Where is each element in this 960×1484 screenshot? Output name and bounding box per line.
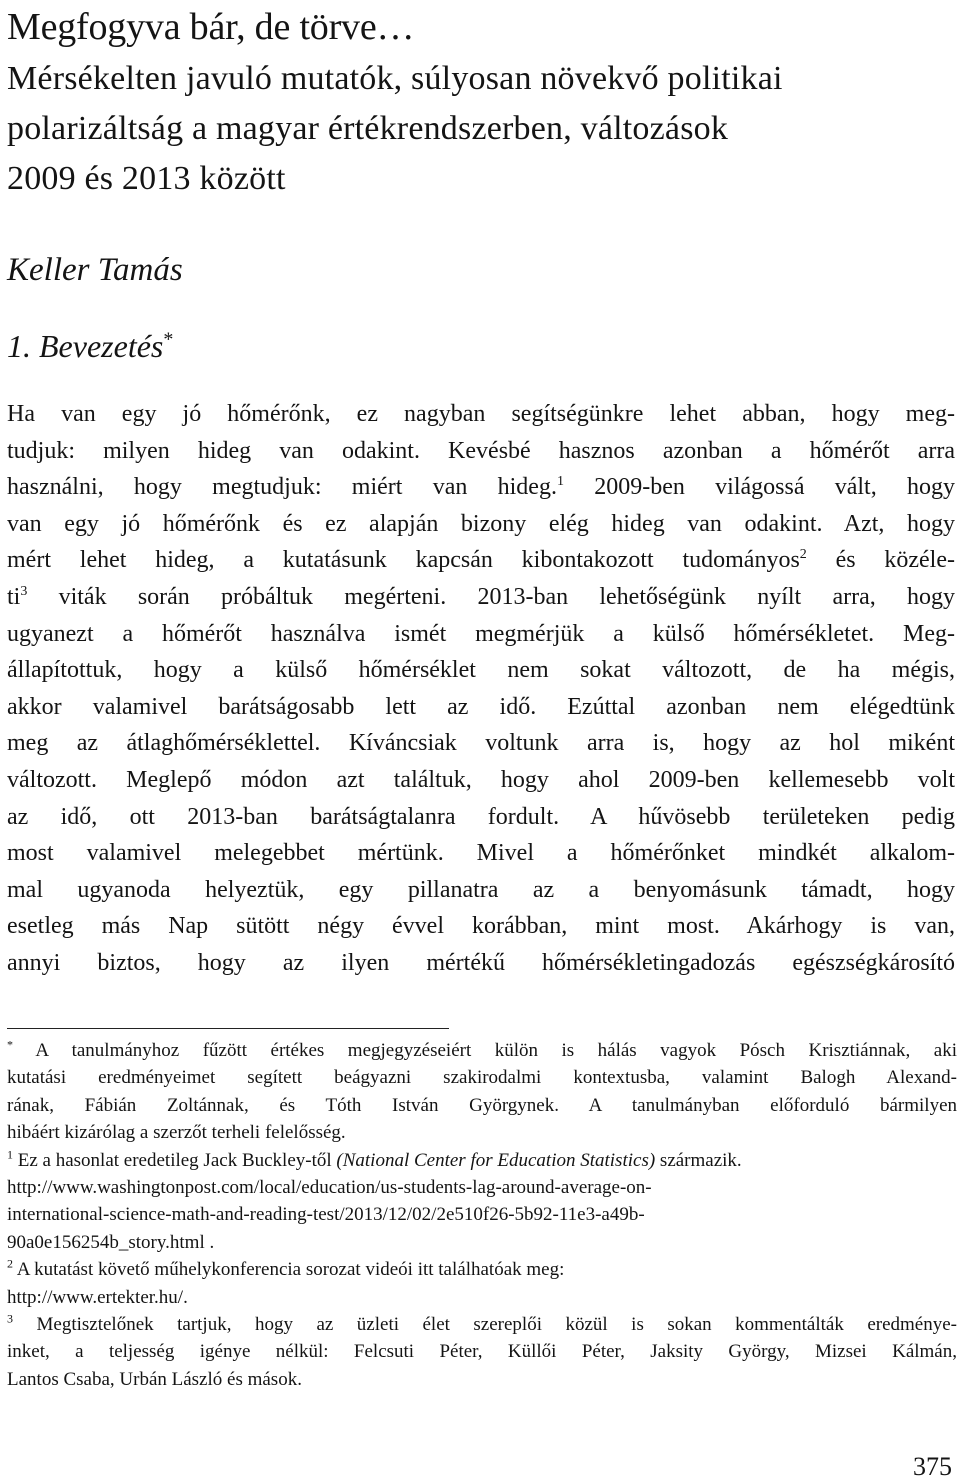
- body-line: [7, 579, 955, 616]
- body-line: [7, 652, 955, 689]
- footnote-separator: [7, 1028, 449, 1029]
- body-line-text: viták során próbáltuk megérteni. 2013-ban lehetőségünk nyílt arra, hogy: [27, 583, 955, 610]
- footnote-line: [7, 1174, 957, 1201]
- footnote-line: [7, 1092, 957, 1119]
- author-name: Keller Tamás: [7, 252, 183, 288]
- footnote-text: 90a0e156254b_story.html .: [7, 1231, 215, 1253]
- body-line-text: változott. Meglepő módon azt találtuk, hogy ahol 2009-ben kellemesebb volt: [7, 766, 955, 793]
- body-line: [7, 506, 955, 543]
- section-heading-text: 1. Bevezetés: [7, 328, 164, 364]
- body-line-text: van egy jó hőmérőnk és ez alapján bizony elég hideg van odakint. Azt, hogy: [7, 510, 955, 537]
- body-line-text: állapítottuk, hogy a külső hőmérséklet nem sokat változott, de ha mégis,: [7, 657, 955, 684]
- page-title: Megfogyva bár, de törve…: [7, 6, 415, 48]
- footnote-text: http://www.washingtonpost.com/local/education/us-students-lag-around-average-on-: [7, 1176, 652, 1198]
- footnote-reference: 1: [556, 474, 564, 490]
- footnote-text: A kutatást követő műhelykonferencia sorozat videói itt találhatóak meg:: [13, 1259, 565, 1281]
- body-line-text: most valamivel melegebbet mértünk. Mivel a hőmérőnket mindkét alkalom-: [7, 840, 955, 867]
- body-line-text: akkor valamivel barátságosabb lett az idő. Ezúttal azonban nem elégedtünk: [7, 693, 955, 720]
- page-number: 375: [913, 1452, 952, 1481]
- section-footnote-marker: *: [163, 328, 174, 351]
- body-line: [7, 542, 955, 579]
- footnote-line: [7, 1256, 957, 1283]
- body-line-text: és közéle-: [806, 547, 955, 574]
- footnote-line: [7, 1119, 957, 1146]
- footnote-line: [7, 1366, 957, 1393]
- body-line: [7, 433, 955, 470]
- body-line: [7, 945, 955, 982]
- subtitle-line-2: polarizáltság a magyar értékrendszerben, változások: [7, 110, 729, 147]
- title-block: [7, 0, 783, 204]
- body-line: [7, 725, 955, 762]
- body-line-text: ugyanezt a hőmérőt használva ismét megmérjük a külső hőmérsékletet. Meg-: [7, 620, 955, 647]
- footnote-italic-text: (National Center for Education Statistics): [336, 1149, 656, 1171]
- body-line-text: 2009-ben világossá vált, hogy: [563, 474, 955, 501]
- body-line-text: mal ugyanoda helyeztük, egy pillanatra az a benyomásunk támadt, hogy: [7, 876, 955, 903]
- subtitle-line-3: 2009 és 2013 között: [7, 160, 286, 197]
- footnote-text: international-science-math-and-reading-test/2013/12/02/2e510f26-5b92-11e3-a49b-: [7, 1204, 645, 1226]
- footnote-text: származik.: [655, 1149, 742, 1171]
- footnote-marker: 2: [7, 1256, 13, 1271]
- footnote-line: [7, 1037, 957, 1064]
- footnote-text: Megtisztelőnek tartjuk, hogy az üzleti élet szereplői közül is sokan kommentálták eredménye-: [13, 1313, 957, 1335]
- footnote-marker: *: [7, 1037, 13, 1052]
- footnotes: [7, 1037, 957, 1393]
- footnote-text: kutatási eredményeimet segített beágyazni szakirodalmi kontextusba, valamint Balogh Alexand-: [7, 1067, 957, 1089]
- body-line: [7, 872, 955, 909]
- body-line-text: használni, hogy megtudjuk: miért van hideg.: [7, 474, 557, 501]
- body-line-text: az idő, ott 2013-ban barátságtalanra fordult. A hűvösebb területeken pedig: [7, 803, 955, 830]
- footnote-text: hibáért kizárólag a szerzőt terheli felelősség.: [7, 1122, 346, 1144]
- footnote-marker: 1: [7, 1147, 13, 1162]
- body-line-text: annyi biztos, hogy az ilyen mértékű hőmérsékletingadozás egészségkárosító: [7, 949, 955, 976]
- footnote-reference: 2: [799, 547, 807, 563]
- footnote-marker: 3: [7, 1311, 13, 1326]
- footnote-text: Ez a hasonlat eredetileg Jack Buckley-től: [13, 1149, 337, 1171]
- footnote-text: Lantos Csaba, Urbán László és mások.: [7, 1368, 302, 1390]
- body-line: [7, 396, 955, 433]
- footnote-line: [7, 1229, 957, 1256]
- footnote-line: [7, 1201, 957, 1228]
- body-line: [7, 835, 955, 872]
- footnote-line: [7, 1338, 957, 1365]
- body-line-text: esetleg más Nap sütött négy évvel korábban, mint most. Akárhogy is van,: [7, 913, 955, 940]
- body-line-text: meg az átlaghőmérséklettel. Kíváncsiak voltunk arra is, hogy az hol miként: [7, 730, 955, 757]
- footnote-line: [7, 1284, 957, 1311]
- body-line-text: mért lehet hideg, a kutatásunk kapcsán kibontakozott tudományos: [7, 547, 800, 574]
- footnote-text: http://www.ertekter.hu/.: [7, 1286, 188, 1308]
- footnote-line: [7, 1311, 957, 1338]
- body-line: [7, 799, 955, 836]
- body-line-text: tudjuk: milyen hideg van odakint. Kevésbé hasznos azonban a hőmérőt arra: [7, 437, 955, 464]
- footnote-text: A tanulmányhoz fűzött értékes megjegyzéseiért külön is hálás vagyok Pósch Krisztiánnak, aki: [13, 1040, 957, 1061]
- body-line: [7, 762, 955, 799]
- footnote-line: [7, 1064, 957, 1091]
- body-line: [7, 689, 955, 726]
- body-text: [7, 396, 955, 982]
- footnote-line: [7, 1147, 957, 1174]
- footnote-reference: 3: [20, 583, 28, 599]
- subtitle-line-1: Mérsékelten javuló mutatók, súlyosan növekvő politikai: [7, 60, 783, 97]
- footnote-text: rának, Fábián Zoltánnak, és Tóth István Györgynek. A tanulmányban előforduló bármilyen: [7, 1094, 957, 1116]
- section-heading: [7, 324, 173, 368]
- body-line-text: Ha van egy jó hőmérőnk, ez nagyban segítségünkre lehet abban, hogy meg-: [7, 401, 955, 427]
- body-line: [7, 908, 955, 945]
- body-line-text: ti: [7, 583, 21, 610]
- body-line: [7, 469, 955, 506]
- body-line: [7, 616, 955, 653]
- footnote-text: inket, a teljesség igénye nélkül: Felcsuti Péter, Küllői Péter, Jaksity György, Mizsei Kálmán,: [7, 1341, 957, 1363]
